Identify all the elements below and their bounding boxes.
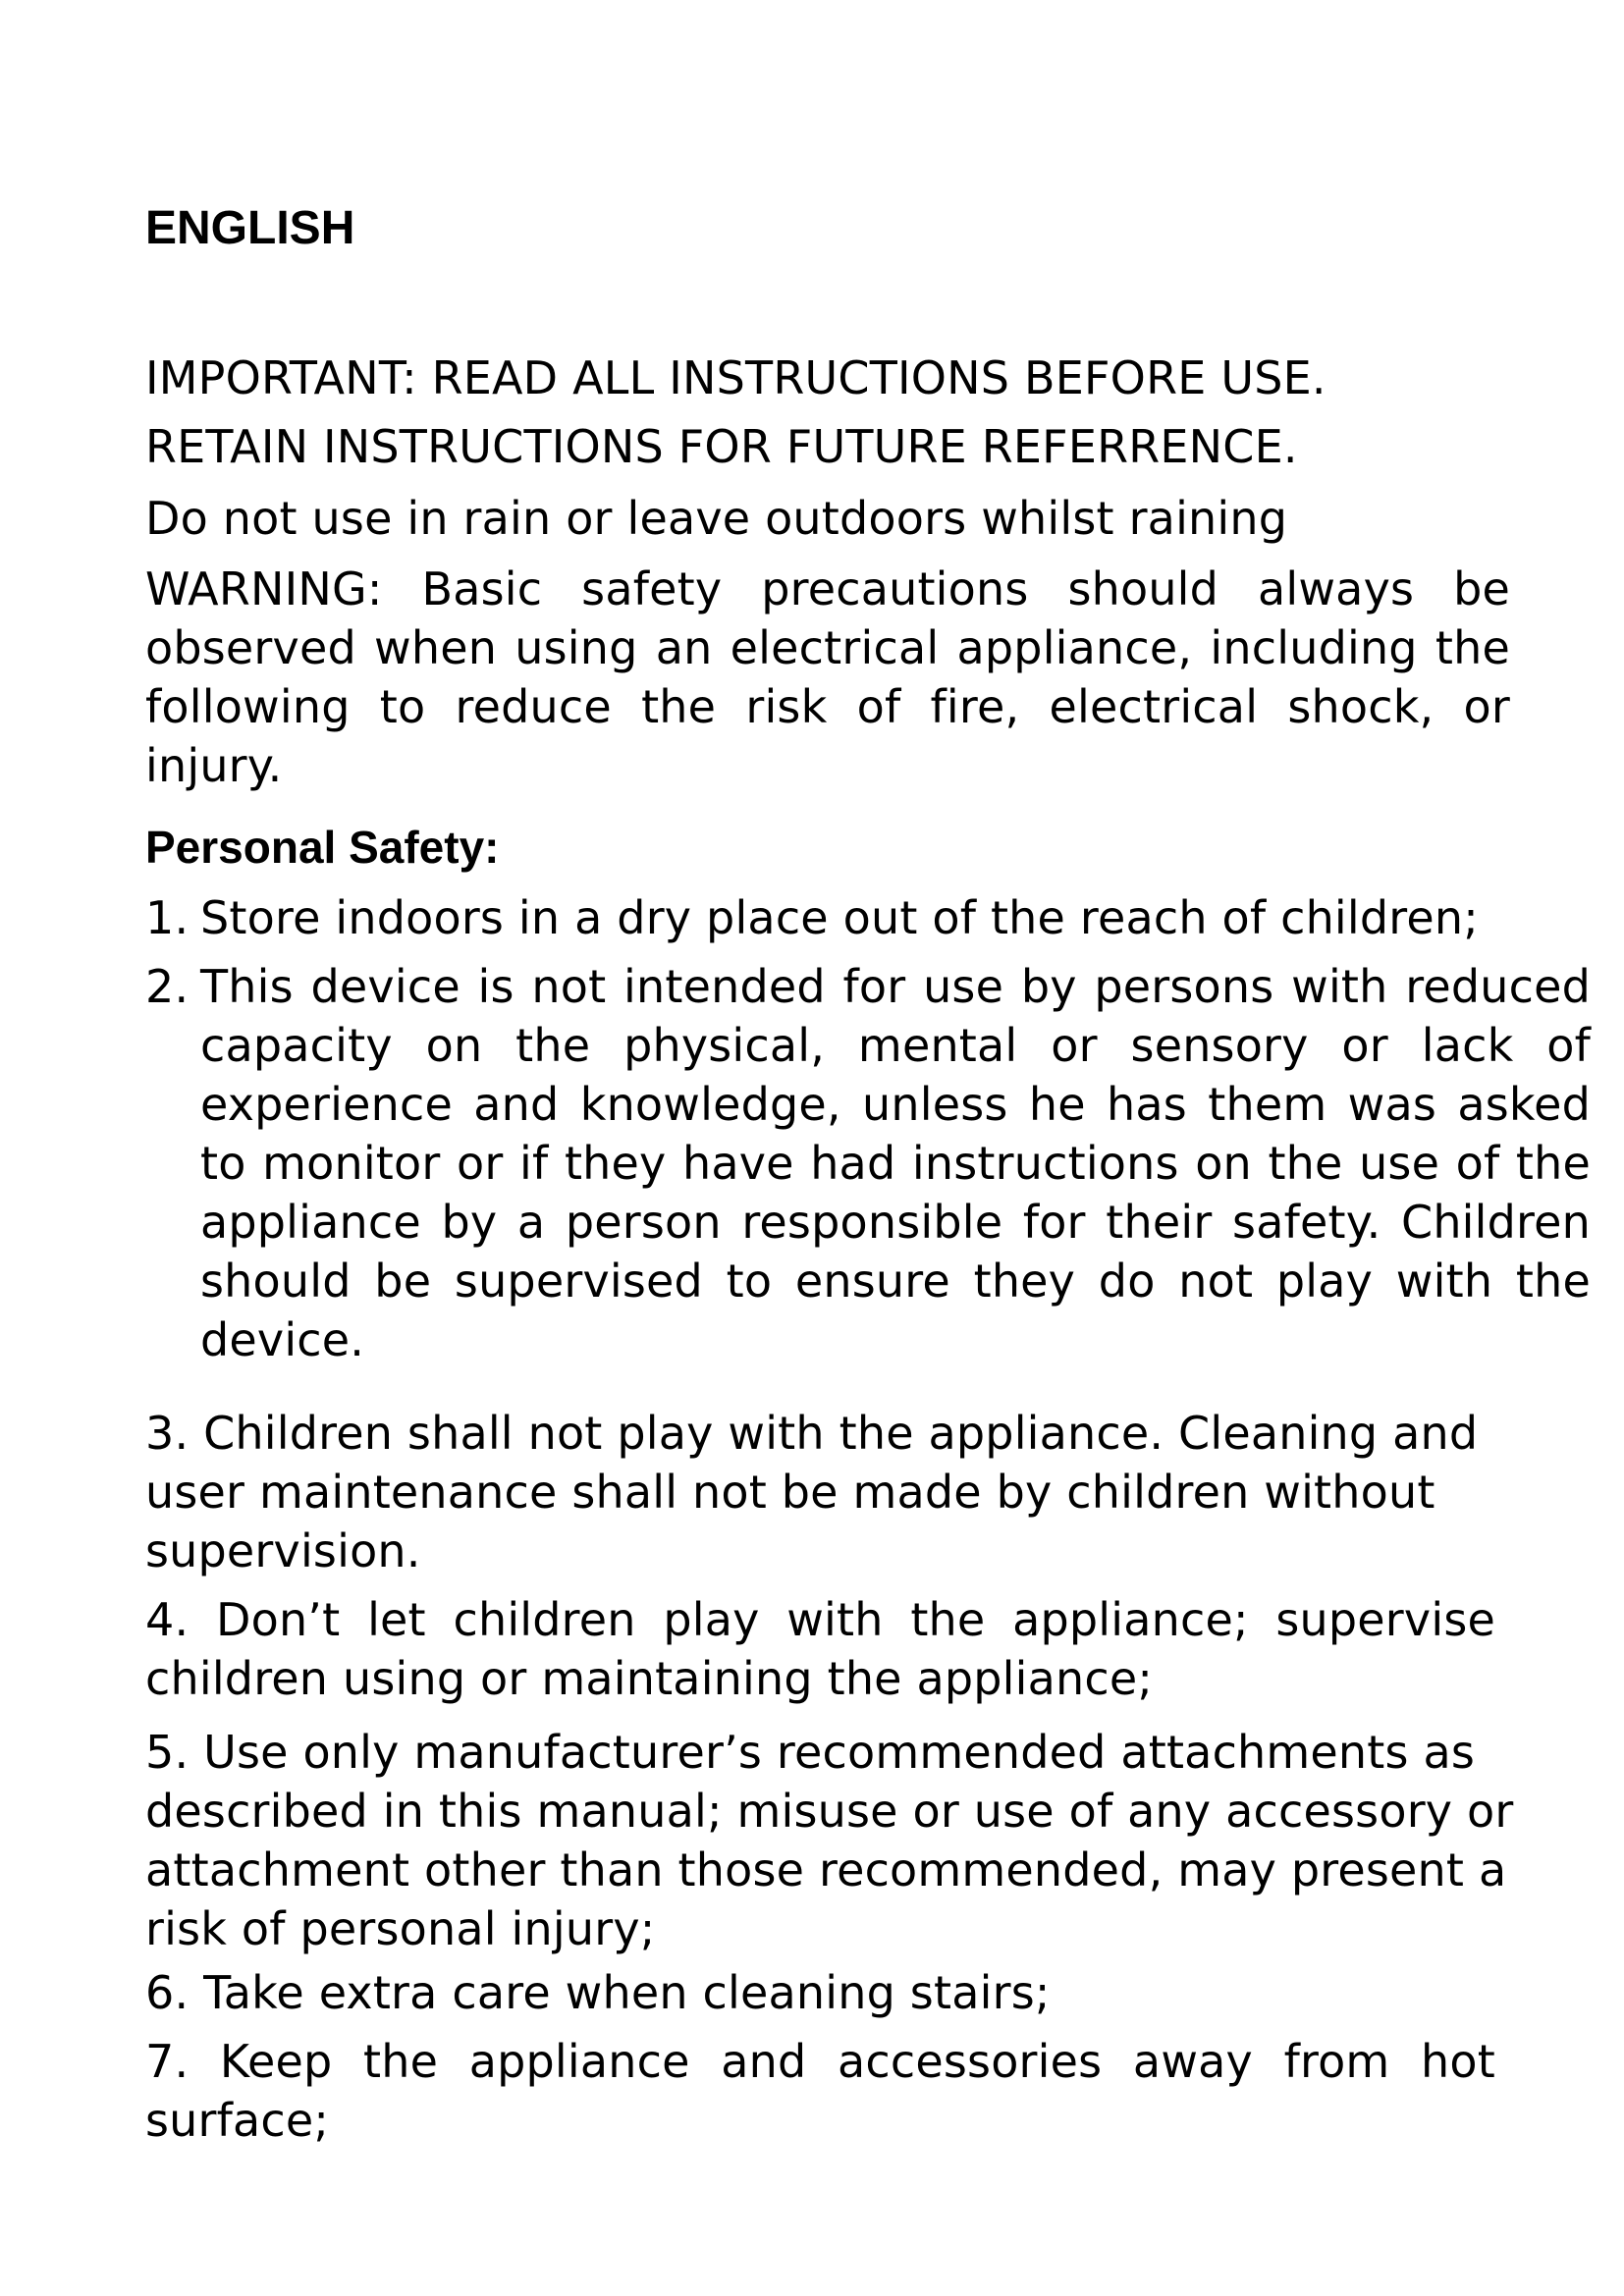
list-item: 6. Take extra care when cleaning stairs;: [145, 1966, 1051, 2019]
warning-paragraph: WARNING: Basic safety precautions should always be observed when using an electrical appliance, including the following to reduce the risk of fire, electrical shock, or injury.: [145, 562, 1510, 792]
important-notice: IMPORTANT: READ ALL INSTRUCTIONS BEFORE USE.: [145, 351, 1326, 404]
list-item: 5. Use only manufacturer’s recommended attachments as described in this manual; misuse or use of any accessory or attachment other than those recommended, may present a risk of personal injury;: [145, 1726, 1514, 1955]
rain-notice: Do not use in rain or leave outdoors whilst raining: [145, 492, 1288, 545]
item-number: 2.: [145, 960, 189, 1013]
section-title: Personal Safety:: [145, 822, 500, 873]
list-item: 7. Keep the appliance and accessories away from hot surface;: [145, 2035, 1495, 2147]
list-item: [145, 888, 1589, 947]
item-text: Store indoors in a dry place out of the reach of children;: [200, 891, 1479, 944]
retain-notice: RETAIN INSTRUCTIONS FOR FUTURE REFERRENCE.: [145, 420, 1298, 473]
list-item: [145, 957, 1591, 1369]
language-heading: ENGLISH: [145, 202, 355, 254]
item-number: 1.: [145, 891, 189, 944]
list-item: 3. Children shall not play with the appliance. Cleaning and user maintenance shall not be made by children without supervision.: [145, 1407, 1479, 1577]
list-item: 4. Don’t let children play with the appliance; supervise children using or maintaining the appliance;: [145, 1593, 1495, 1705]
document-page: [145, 0, 1591, 2296]
item-text: This device is not intended for use by persons with reduced capacity on the physical, mental or sensory or lack of experience and knowledge, unless he has them was asked to monitor or if they have had instructions on the use of the appliance by a person responsible for their safety. Children should be supervised to ensure they do not play with the device.: [200, 960, 1591, 1366]
